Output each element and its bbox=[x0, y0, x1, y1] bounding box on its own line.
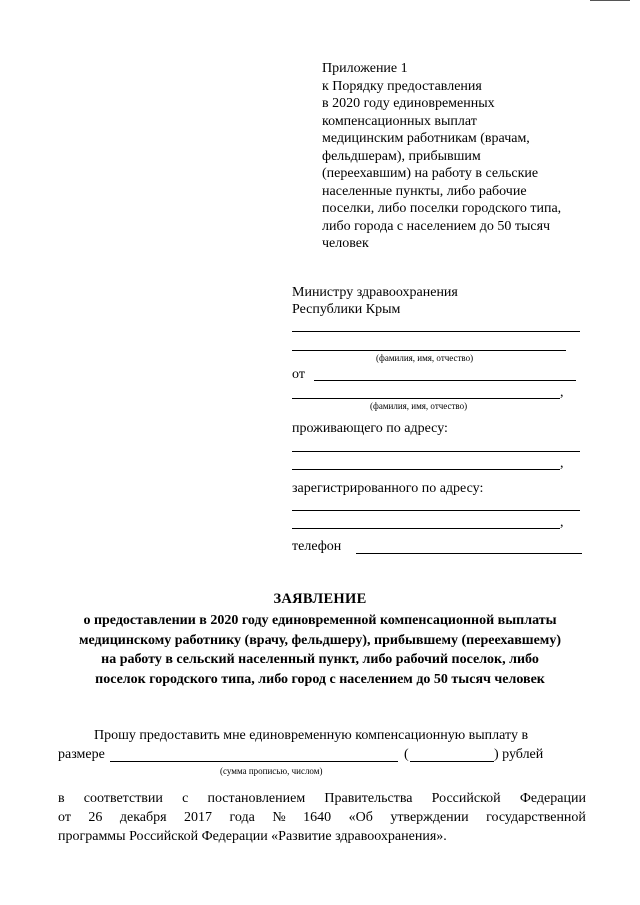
word: 1640 bbox=[303, 810, 332, 825]
from-label: от bbox=[292, 367, 305, 382]
appendix-header bbox=[322, 60, 612, 253]
comma: , bbox=[560, 385, 564, 400]
fio-caption: (фамилия, имя, отчество) bbox=[370, 401, 468, 411]
subtitle-line: на работу в сельский населенный пункт, либо рабочий поселок, либо bbox=[101, 652, 539, 667]
residence-label: проживающего по адресу: bbox=[292, 421, 448, 436]
word: декабря bbox=[119, 810, 167, 825]
word: соответствии bbox=[83, 791, 163, 806]
appendix-line: Приложение 1 bbox=[322, 61, 408, 76]
appendix-line: населенные пункты, либо рабочие bbox=[322, 183, 527, 199]
registration-label: зарегистрированного по адресу: bbox=[292, 481, 484, 496]
fio-caption: (фамилия, имя, отчество) bbox=[376, 353, 474, 363]
paragraph-line: программы Российской Федерации «Развитие здравоохранения». bbox=[58, 829, 447, 844]
residence-address-line-2[interactable] bbox=[292, 469, 560, 470]
appendix-line: фельдшерам), прибывшим bbox=[322, 148, 481, 164]
word: в bbox=[58, 791, 65, 806]
phone-line[interactable] bbox=[356, 553, 582, 554]
word: года bbox=[229, 810, 255, 825]
subtitle-line: медицинскому работнику (врачу, фельдшеру), прибывшему (переехавшему) bbox=[78, 632, 561, 648]
appendix-line: либо города с населением до 50 тысяч bbox=[322, 218, 551, 234]
appendix-line: медицинским работникам (врачам, bbox=[322, 131, 530, 146]
word: постановлением bbox=[207, 791, 306, 806]
applicant-name-line[interactable] bbox=[314, 380, 576, 381]
appendix-line: человек bbox=[322, 236, 369, 251]
rubles-label: ) рублей bbox=[494, 747, 544, 762]
word: с bbox=[182, 791, 189, 806]
word: Федерации bbox=[519, 791, 586, 806]
recipient-name-line[interactable] bbox=[292, 331, 580, 332]
registration-address-line[interactable] bbox=[292, 510, 580, 511]
appendix-line: к Порядку предоставления bbox=[322, 78, 482, 94]
word: утверждении bbox=[390, 810, 469, 825]
word: государственной bbox=[486, 810, 586, 825]
amount-number-line[interactable] bbox=[410, 761, 494, 762]
size-label: размере bbox=[58, 747, 105, 762]
word: Российской bbox=[431, 791, 501, 806]
comma: , bbox=[560, 515, 564, 530]
word: 2017 bbox=[184, 810, 213, 825]
corner-mark bbox=[590, 0, 630, 1]
registration-address-line-2[interactable] bbox=[292, 528, 560, 529]
document-subtitle bbox=[40, 611, 600, 689]
applicant-name-line-2[interactable] bbox=[292, 398, 560, 399]
subtitle-line: поселок городского типа, либо город с населением до 50 тысяч человек bbox=[95, 671, 545, 687]
phone-label: телефон bbox=[292, 539, 342, 554]
word: Правительства bbox=[324, 791, 413, 806]
paragraph-line bbox=[58, 810, 586, 826]
appendix-line: в 2020 году единовременных bbox=[322, 96, 495, 111]
comma: , bbox=[560, 456, 564, 471]
addressee-line: Министру здравоохранения bbox=[292, 285, 458, 300]
word: № bbox=[272, 810, 286, 825]
residence-address-line[interactable] bbox=[292, 451, 580, 452]
request-text: Прошу предоставить мне единовременную компенсационную выплату в bbox=[94, 728, 529, 743]
appendix-line: компенсационных выплат bbox=[322, 113, 477, 129]
amount-words-line[interactable] bbox=[110, 761, 398, 762]
appendix-line: (переехавшим) на работу в сельские bbox=[322, 166, 539, 181]
word: от bbox=[58, 810, 71, 825]
paragraph-line bbox=[58, 791, 586, 807]
appendix-line: поселки, либо поселки городского типа, bbox=[322, 201, 562, 216]
word: 26 bbox=[88, 810, 103, 825]
amount-caption: (сумма прописью, числом) bbox=[220, 766, 323, 776]
addressee-line: Республики Крым bbox=[292, 302, 401, 317]
addressee-block bbox=[292, 284, 592, 318]
subtitle-line: о предоставлении в 2020 году единовременной компенсационной выплаты bbox=[83, 613, 557, 628]
word: «Об bbox=[348, 810, 373, 825]
paren-open: ( bbox=[404, 747, 409, 762]
recipient-name-line-2[interactable] bbox=[292, 350, 566, 351]
document-title: ЗАЯВЛЕНИЕ bbox=[273, 591, 367, 607]
